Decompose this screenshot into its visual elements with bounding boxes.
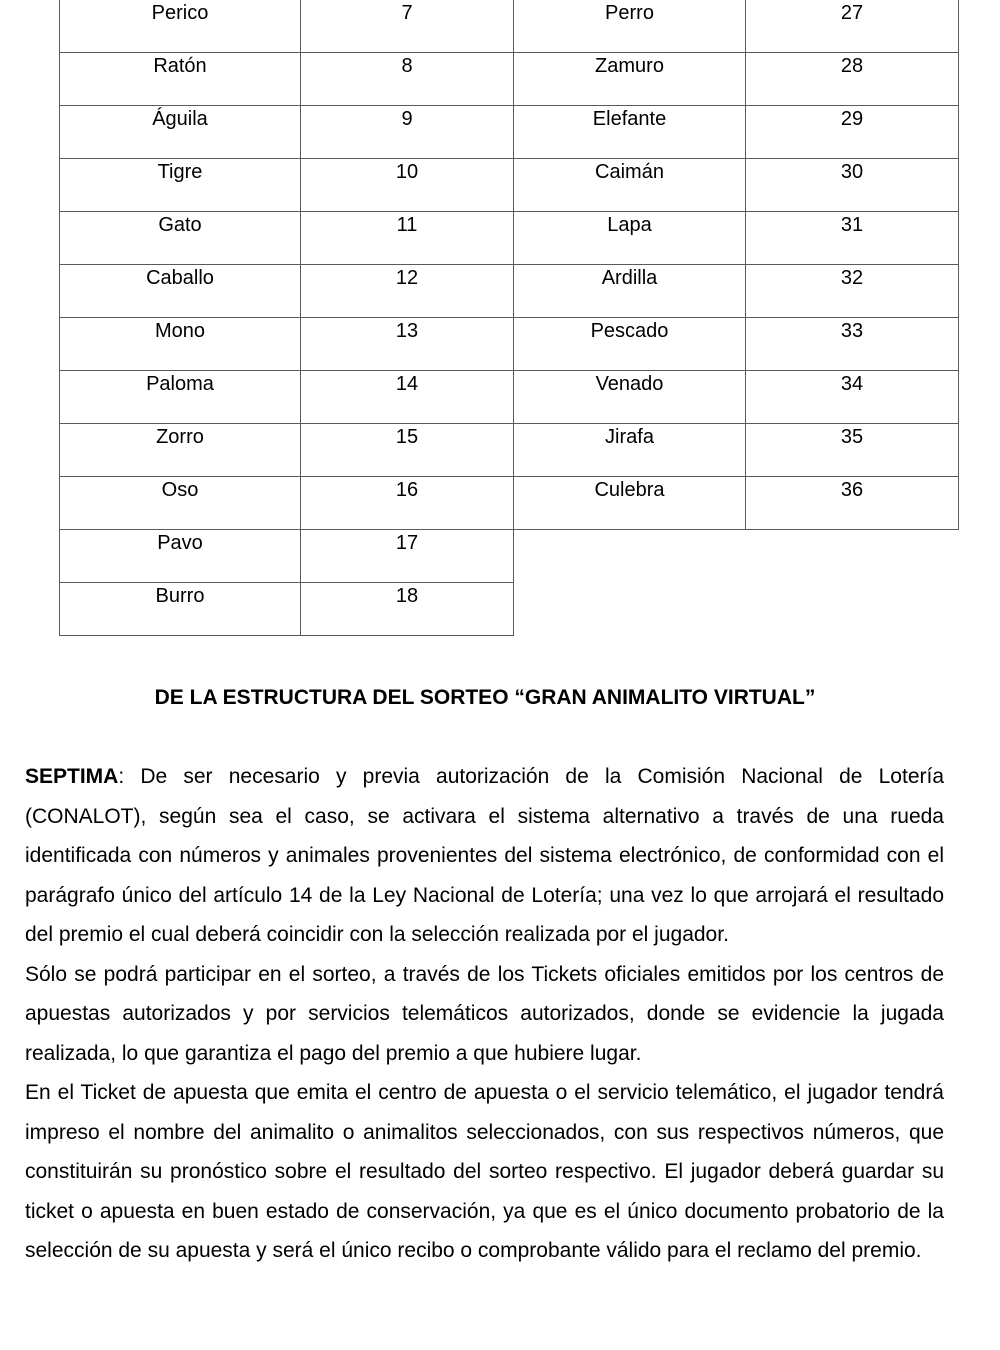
animal-name-cell <box>60 477 301 530</box>
animal-name: Perro <box>605 2 654 24</box>
animal-number-cell <box>301 159 514 212</box>
animal-name-cell <box>60 159 301 212</box>
document-body <box>25 757 944 1271</box>
table-row <box>60 424 959 477</box>
animal-number-cell <box>301 371 514 424</box>
animal-name: Perico <box>151 2 209 24</box>
animal-name: Caimán <box>595 161 664 183</box>
animal-name: Venado <box>595 373 664 395</box>
animal-name: Lapa <box>607 214 652 236</box>
animal-number-table <box>59 0 959 636</box>
animal-name-cell <box>60 371 301 424</box>
table-row <box>60 318 959 371</box>
paragraph-septima <box>25 757 944 955</box>
animal-number-cell <box>301 106 514 159</box>
animal-number: 10 <box>395 161 419 183</box>
animal-number-cell <box>301 424 514 477</box>
animal-number: 36 <box>840 479 864 501</box>
animal-name: Zorro <box>156 426 204 448</box>
animal-number: 31 <box>840 214 864 236</box>
animal-name-cell <box>514 371 746 424</box>
animal-number: 35 <box>840 426 864 448</box>
animal-number-cell <box>301 53 514 106</box>
animal-number: 8 <box>401 55 413 77</box>
animal-name-cell <box>514 265 746 318</box>
animal-name: Paloma <box>146 373 214 395</box>
empty-cell <box>514 530 959 583</box>
table-row <box>60 530 959 583</box>
animal-number-cell <box>746 318 959 371</box>
animal-name: Gato <box>158 214 202 236</box>
animal-number: 29 <box>840 108 864 130</box>
animal-number-cell <box>746 265 959 318</box>
table-row <box>60 0 959 53</box>
animal-number-cell <box>746 53 959 106</box>
animal-name: Oso <box>161 479 199 501</box>
animal-number: 11 <box>396 214 418 236</box>
animal-number: 18 <box>395 585 419 607</box>
animal-number: 32 <box>840 267 864 289</box>
table-row <box>60 53 959 106</box>
animal-name-cell <box>60 583 301 636</box>
clause-text: : De ser necesario y previa autorización de la Comisión Nacional de Lotería (CONALOT), según sea el caso, se activara el sistema alternativo a través de una rueda identificada con números y animales provenientes del sistema electrónico, de conformidad con el parágrafo único del artículo 14 de la Ley Nacional de Lotería; una vez lo que arrojará el resultado del premio el cual deberá coincidir con la selección realizada por el jugador. <box>25 765 944 946</box>
animal-number: 13 <box>395 320 419 342</box>
table-row <box>60 212 959 265</box>
animal-number-cell <box>746 106 959 159</box>
animal-name-cell <box>60 0 301 53</box>
clause-label: SEPTIMA <box>25 765 119 788</box>
animal-number: 15 <box>395 426 419 448</box>
animal-name: Culebra <box>594 479 665 501</box>
animal-number: 27 <box>840 2 864 24</box>
animal-number: 17 <box>395 532 419 554</box>
animal-name-cell <box>60 106 301 159</box>
animal-name: Caballo <box>146 267 214 289</box>
animal-number: 30 <box>840 161 864 183</box>
paragraph-participation: Sólo se podrá participar en el sorteo, a través de los Tickets oficiales emitidos por los centros de apuestas autorizados y por servicios telemáticos autorizados, donde se evidencie la jugada realizada, lo que garantiza el pago del premio a que hubiere lugar. <box>25 962 944 1065</box>
animal-number: 12 <box>395 267 419 289</box>
animal-number-cell <box>746 212 959 265</box>
animal-number: 9 <box>401 108 413 130</box>
animal-number: 33 <box>840 320 864 342</box>
animal-name: Ratón <box>153 55 207 77</box>
empty-cell <box>514 583 959 636</box>
animal-name: Jirafa <box>605 426 654 448</box>
animal-name: Burro <box>155 585 205 607</box>
animal-name-cell <box>514 53 746 106</box>
animal-number-cell <box>301 477 514 530</box>
animal-name-cell <box>514 159 746 212</box>
animal-name-cell <box>60 53 301 106</box>
animal-number-cell <box>301 212 514 265</box>
animal-number-cell <box>746 0 959 53</box>
animal-name-cell <box>60 265 301 318</box>
animal-name: Águila <box>152 108 208 130</box>
animal-name: Ardilla <box>601 267 658 289</box>
animal-name: Zamuro <box>595 55 664 77</box>
animal-name: Mono <box>154 320 206 342</box>
animal-name-cell <box>514 424 746 477</box>
animal-number-cell <box>301 318 514 371</box>
animal-name-cell <box>514 0 746 53</box>
animal-number-cell <box>746 371 959 424</box>
animal-name: Pescado <box>590 320 669 342</box>
animal-name-cell <box>514 477 746 530</box>
animal-number-cell <box>301 530 514 583</box>
section-heading: DE LA ESTRUCTURA DEL SORTEO “GRAN ANIMALITO VIRTUAL” <box>154 686 816 709</box>
animal-number: 34 <box>840 373 864 395</box>
table-row <box>60 371 959 424</box>
table-row <box>60 265 959 318</box>
animal-number-cell <box>301 0 514 53</box>
paragraph-ticket: En el Ticket de apuesta que emita el centro de apuesta o el servicio telemático, el jugador tendrá impreso el nombre del animalito o animalitos seleccionados, con sus respectivos números, que constituirán su pronóstico sobre el resultado del sorteo respectivo. El jugador deberá guardar su ticket o apuesta en buen estado de conservación, ya que es el único documento probatorio de la selección de su apuesta y será el único recibo o comprobante válido para el reclamo del premio. <box>25 1081 944 1262</box>
animal-name-cell <box>60 212 301 265</box>
animal-number-cell <box>746 424 959 477</box>
animal-number: 14 <box>395 373 419 395</box>
animal-table-body <box>60 0 959 636</box>
animal-name-cell <box>514 212 746 265</box>
table-row <box>60 583 959 636</box>
table-row <box>60 159 959 212</box>
animal-name-cell <box>60 318 301 371</box>
animal-number: 16 <box>395 479 419 501</box>
animal-number-cell <box>746 159 959 212</box>
animal-name: Pavo <box>157 532 203 554</box>
animal-name-cell <box>514 106 746 159</box>
animal-number: 7 <box>401 2 413 24</box>
animal-name: Tigre <box>157 161 203 183</box>
table-row <box>60 477 959 530</box>
animal-number-cell <box>746 477 959 530</box>
animal-number-cell <box>301 265 514 318</box>
animal-name-cell <box>514 318 746 371</box>
animal-name: Elefante <box>592 108 667 130</box>
animal-number-cell <box>301 583 514 636</box>
animal-name-cell <box>60 424 301 477</box>
animal-name-cell <box>60 530 301 583</box>
animal-number: 28 <box>840 55 864 77</box>
table-row <box>60 106 959 159</box>
